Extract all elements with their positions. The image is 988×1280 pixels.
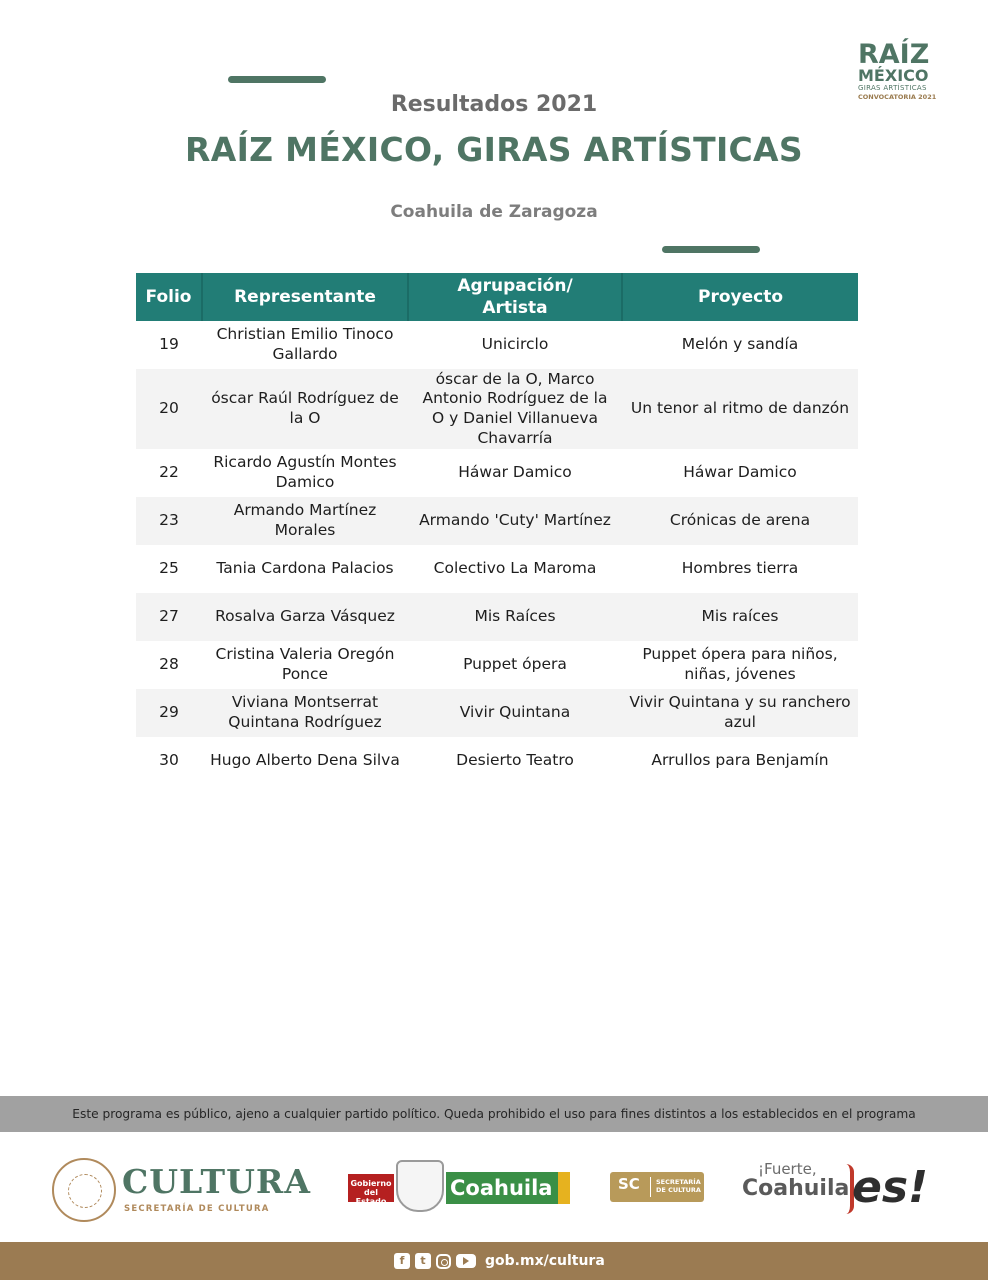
cell-folio: 20 xyxy=(136,369,202,449)
sc-logo-divider xyxy=(650,1177,651,1197)
cell-proyecto: Hombres tierra xyxy=(622,545,858,593)
cultura-logo-name: CULTURA xyxy=(122,1162,311,1201)
table-row xyxy=(136,449,858,497)
cell-proyecto: Arrullos para Benjamín xyxy=(622,737,858,785)
cell-representante: Ricardo Agustín Montes Damico xyxy=(202,449,408,497)
cell-agrupacion: Vivir Quintana xyxy=(408,689,622,737)
twitter-icon[interactable]: t xyxy=(415,1253,431,1269)
cell-folio: 29 xyxy=(136,689,202,737)
cell-agrupacion: Desierto Teatro xyxy=(408,737,622,785)
table-row xyxy=(136,641,858,689)
cell-agrupacion: Armando 'Cuty' Martínez xyxy=(408,497,622,545)
cell-folio: 19 xyxy=(136,321,202,369)
table-row xyxy=(136,689,858,737)
facebook-icon[interactable]: f xyxy=(394,1253,410,1269)
gobierno-label: Gobierno del Estado xyxy=(348,1174,394,1202)
column-header-proyecto: Proyecto xyxy=(622,273,858,321)
fuerte-es: es! xyxy=(852,1162,929,1213)
cell-agrupacion: Unicirclo xyxy=(408,321,622,369)
column-header-folio: Folio xyxy=(136,273,202,321)
social-footer-bar xyxy=(0,1242,988,1280)
logo-line-4: CONVOCATORIA 2021 xyxy=(858,93,937,101)
cultura-logo-sub: SECRETARÍA DE CULTURA xyxy=(124,1204,270,1214)
instagram-icon[interactable] xyxy=(436,1254,451,1269)
logo-line-3: GIRAS ARTÍSTICAS xyxy=(858,84,927,92)
cell-agrupacion: Puppet ópera xyxy=(408,641,622,689)
gobierno-coahuila-logo xyxy=(348,1158,570,1214)
national-seal-icon xyxy=(52,1158,116,1222)
cell-folio: 23 xyxy=(136,497,202,545)
website-link[interactable]: gob.mx/cultura xyxy=(485,1253,605,1269)
cell-representante: Viviana Montserrat Quintana Rodríguez xyxy=(202,689,408,737)
cell-representante: Armando Martínez Morales xyxy=(202,497,408,545)
page-title: RAÍZ MÉXICO, GIRAS ARTÍSTICAS xyxy=(185,130,803,169)
cell-agrupacion: Háwar Damico xyxy=(408,449,622,497)
cell-proyecto: Melón y sandía xyxy=(622,321,858,369)
cell-folio: 27 xyxy=(136,593,202,641)
coahuila-label: Coahuila xyxy=(446,1172,570,1204)
table-header-row xyxy=(136,273,858,321)
cell-proyecto: Háwar Damico xyxy=(622,449,858,497)
cell-representante: Cristina Valeria Oregón Ponce xyxy=(202,641,408,689)
cell-proyecto: Vivir Quintana y su ranchero azul xyxy=(622,689,858,737)
secretaria-cultura-coahuila-logo xyxy=(610,1172,704,1202)
cell-folio: 30 xyxy=(136,737,202,785)
table-row xyxy=(136,321,858,369)
fuerte-line-1: ¡Fuerte, xyxy=(758,1160,817,1178)
column-header-agrupacion xyxy=(408,273,622,321)
table-row xyxy=(136,593,858,641)
cell-representante: Hugo Alberto Dena Silva xyxy=(202,737,408,785)
cell-folio: 25 xyxy=(136,545,202,593)
cell-proyecto: Un tenor al ritmo de danzón xyxy=(622,369,858,449)
cell-representante: Christian Emilio Tinoco Gallardo xyxy=(202,321,408,369)
decorative-bar-mid xyxy=(662,246,760,253)
cultura-logo xyxy=(48,1154,318,1234)
coahuila-shield-icon xyxy=(396,1160,444,1212)
cell-agrupacion: Colectivo La Maroma xyxy=(408,545,622,593)
logo-line-1: RAÍZ xyxy=(858,39,930,70)
decorative-bar-top xyxy=(228,76,326,83)
column-header-agrupacion-label: Agrupación/ Artista xyxy=(457,276,573,318)
social-links xyxy=(394,1252,605,1270)
table-row xyxy=(136,737,858,785)
table-row xyxy=(136,545,858,593)
table-row xyxy=(136,369,858,449)
cell-agrupacion: óscar de la O, Marco Antonio Rodríguez de la O y Daniel Villanueva Chavarría xyxy=(408,369,622,449)
cell-representante: Rosalva Garza Vásquez xyxy=(202,593,408,641)
fuerte-line-2: Coahuila xyxy=(742,1176,850,1201)
disclaimer-banner: Este programa es público, ajeno a cualquier partido político. Queda prohibido el uso para fines distintos a los establecidos en el programa xyxy=(0,1096,988,1132)
cell-folio: 22 xyxy=(136,449,202,497)
logo-line-2: MÉXICO xyxy=(858,66,929,85)
fuerte-coahuila-logo xyxy=(742,1160,942,1220)
footer-logos xyxy=(0,1148,988,1238)
cell-representante: óscar Raúl Rodríguez de la O xyxy=(202,369,408,449)
cell-proyecto: Puppet ópera para niños, niñas, jóvenes xyxy=(622,641,858,689)
sc-logo-short: SC xyxy=(618,1175,640,1193)
results-year: Resultados 2021 xyxy=(390,92,598,117)
cell-proyecto: Mis raíces xyxy=(622,593,858,641)
cell-agrupacion: Mis Raíces xyxy=(408,593,622,641)
youtube-icon[interactable] xyxy=(456,1254,476,1268)
state-name: Coahuila de Zaragoza xyxy=(390,202,598,222)
table-row xyxy=(136,497,858,545)
cell-proyecto: Crónicas de arena xyxy=(622,497,858,545)
results-table xyxy=(136,273,858,785)
cell-folio: 28 xyxy=(136,641,202,689)
cell-representante: Tania Cardona Palacios xyxy=(202,545,408,593)
column-header-representante: Representante xyxy=(202,273,408,321)
sc-logo-long: SECRETARÍA DE CULTURA xyxy=(656,1178,701,1194)
